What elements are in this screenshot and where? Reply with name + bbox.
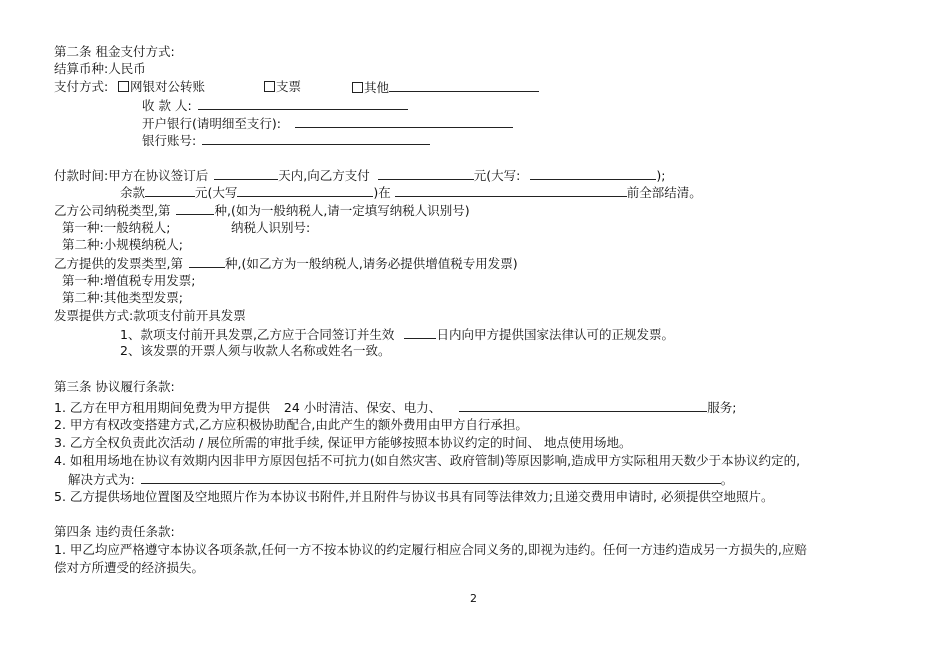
other-blank[interactable]	[389, 79, 539, 92]
art3-item1	[54, 399, 737, 416]
account-blank[interactable]	[202, 132, 430, 145]
bank-blank[interactable]	[295, 115, 513, 128]
art3-item5: 5. 乙方提供场地位置图及空地照片作为本协议书附件,并且附件与协议书具有同等法律效力;且递交费用申请时, 必须提供空地照片。	[54, 489, 774, 504]
art3-item4-solution	[68, 471, 733, 488]
invoice-type-line	[54, 255, 518, 272]
currency-line	[54, 61, 146, 77]
balance-blank[interactable]	[145, 184, 195, 197]
pay-time-text1: 甲方在协议签订后	[108, 168, 209, 183]
pay-time-label: 付款时间:	[54, 168, 109, 183]
payee-line	[142, 97, 408, 114]
art3-item1-text3: 服务;	[707, 400, 737, 415]
taxpayer-text2: 种,(如为一般纳税人,请一定填写纳税人识别号)	[214, 203, 470, 218]
check-checkbox[interactable]	[264, 81, 275, 92]
art3-item3: 3. 乙方全权负责此次活动 / 展位所需的审批手续, 保证甲方能够按照本协议约定的时间、 地点使用场地。	[54, 435, 632, 450]
currency-label: 结算币种:	[54, 61, 109, 76]
balance-text3: )在	[373, 185, 391, 200]
days-blank[interactable]	[214, 167, 278, 180]
invoice-way: 发票提供方式:款项支付前开具发票	[54, 308, 246, 323]
taxpayer-text1: 乙方公司纳税类型,第	[54, 203, 171, 218]
payee-blank[interactable]	[198, 97, 408, 110]
option-check[interactable]	[264, 79, 301, 95]
solution-label: 解决方式为:	[68, 472, 135, 487]
invoice-days-blank[interactable]	[404, 326, 436, 339]
invoice-text1: 乙方提供的发票类型,第	[54, 256, 183, 271]
balance-line	[120, 184, 702, 201]
services-blank[interactable]	[459, 399, 707, 412]
art3-item4: 4. 如租用场地在协议有效期内因非甲方原因包括不可抗力(如自然灾害、政府管制)等原因影响,造成甲方实际租用天数少于本协议约定的,	[54, 453, 801, 468]
taxpayer-line	[54, 202, 470, 219]
art3-item1-text1: 1. 乙方在甲方租用期间免费为甲方提供	[54, 400, 270, 415]
article4-heading: 第四条 违约责任条款:	[54, 524, 175, 539]
invoice-type-blank[interactable]	[189, 255, 225, 268]
account-label: 银行账号:	[142, 133, 197, 148]
article3-heading: 第三条 协议履行条款:	[54, 379, 175, 394]
balance-text4: 前全部结清。	[626, 185, 702, 200]
check-label: 支票	[276, 79, 302, 94]
bank-transfer-label: 网银对公转账	[130, 79, 206, 94]
invoice-item1-text2: 日内向甲方提供国家法律认可的正规发票。	[436, 327, 674, 342]
page-number: 2	[470, 592, 477, 605]
other-label: 其他	[364, 80, 390, 95]
pay-time-text2: 天内,向乙方支付	[278, 168, 370, 183]
pay-time-line	[54, 167, 665, 184]
option-other[interactable]	[352, 79, 539, 96]
art4-item1-line1: 1. 甲乙均应严格遵守本协议各项条款,任何一方不按本协议的约定履行相应合同义务的,即视为违约。任何一方违约造成另一方损失的,应赔	[54, 542, 807, 557]
invoice-item2: 2、该发票的开票人须与收款人名称或姓名一致。	[120, 343, 391, 358]
currency-value: 人民币	[108, 61, 146, 76]
tax-id-label: 纳税人识别号:	[231, 220, 311, 235]
solution-blank[interactable]	[141, 471, 721, 484]
bank-label: 开户银行(请明细至支行):	[142, 116, 281, 131]
deadline-blank[interactable]	[395, 184, 627, 197]
balance-words-blank[interactable]	[237, 184, 373, 197]
invoice-item1-text1: 1、款项支付前开具发票,乙方应于合同签订并生效	[120, 327, 395, 342]
amount-blank[interactable]	[378, 167, 474, 180]
invoice-type2: 第二种:其他类型发票;	[62, 290, 183, 305]
invoice-type1: 第一种:增值税专用发票;	[62, 273, 196, 288]
tax-type1: 第一种:一般纳税人;	[62, 220, 171, 235]
bank-transfer-checkbox[interactable]	[118, 81, 129, 92]
other-checkbox[interactable]	[352, 82, 363, 93]
amount-words-blank[interactable]	[530, 167, 656, 180]
art4-item1-line2: 偿对方所遭受的经济损失。	[54, 560, 205, 575]
tax-type2: 第二种:小规模纳税人;	[62, 237, 183, 252]
art3-item2: 2. 甲方有权改变搭建方式,乙方应积极协助配合,由此产生的额外费用由甲方自行承担。	[54, 417, 528, 432]
article2-heading: 第二条 租金支付方式:	[54, 44, 175, 59]
option-bank-transfer[interactable]	[118, 79, 205, 95]
payee-label: 收 款 人:	[142, 98, 192, 113]
pay-method-label: 支付方式:	[54, 79, 109, 94]
invoice-text2: 种,(如乙方为一般纳税人,请务必提供增值税专用发票)	[224, 256, 518, 271]
account-line	[142, 132, 430, 149]
pay-time-text4: );	[656, 168, 666, 183]
art3-item1-text2: 24 小时清洁、保安、电力、	[283, 400, 442, 415]
balance-text1: 余款	[120, 185, 146, 200]
invoice-item1	[120, 326, 674, 343]
taxpayer-type-blank[interactable]	[176, 202, 214, 215]
pay-time-text3: 元(大写:	[473, 168, 521, 183]
bank-line	[142, 115, 513, 132]
balance-text2: 元(大写	[195, 185, 238, 200]
solution-end: 。	[720, 472, 734, 487]
